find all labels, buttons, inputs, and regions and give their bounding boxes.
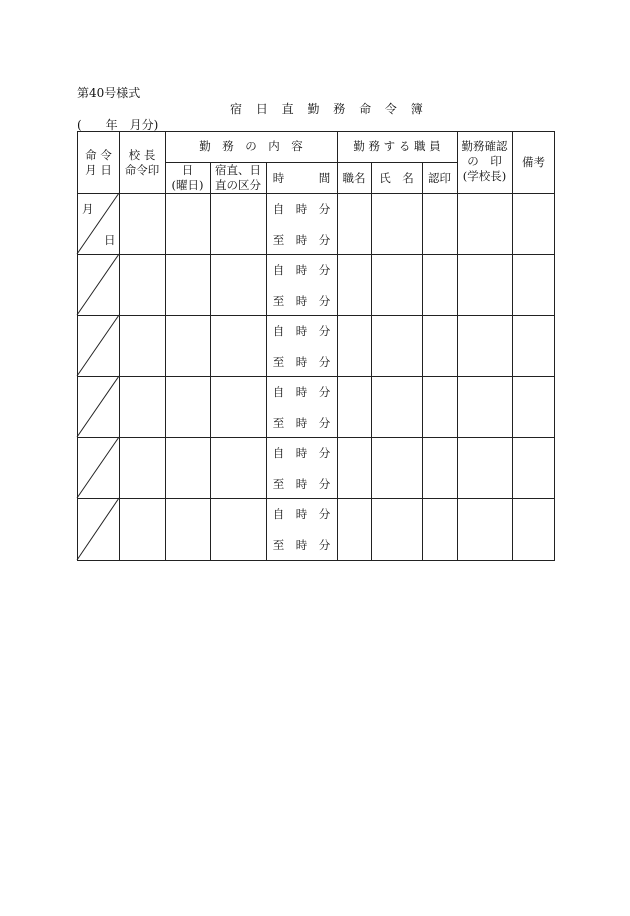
date-diagonal bbox=[77, 498, 119, 560]
time-to: 至 時 分 bbox=[272, 538, 331, 552]
header-staff-group: 勤 務 す る 職 員 bbox=[353, 139, 441, 153]
date-diagonal bbox=[77, 376, 119, 437]
time-from: 自 時 分 bbox=[272, 263, 331, 277]
table-border bbox=[78, 132, 555, 561]
date-diagonal bbox=[77, 254, 119, 315]
month-label: 月 bbox=[82, 202, 94, 216]
time-to: 至 時 分 bbox=[272, 294, 331, 308]
period-label: ( 年 月分) bbox=[77, 118, 159, 132]
time-from: 自 時 分 bbox=[272, 202, 331, 216]
time-from: 自 時 分 bbox=[272, 324, 331, 338]
header-duty-content: 勤 務 の 内 容 bbox=[199, 139, 303, 153]
header-remarks: 備考 bbox=[522, 155, 545, 169]
page-title: 宿 日 直 勤 務 命 令 簿 bbox=[230, 102, 428, 116]
date-diagonal bbox=[77, 437, 119, 498]
header-day: 日 (曜日) bbox=[171, 163, 204, 192]
date-diagonal bbox=[77, 315, 119, 376]
header-confirmation-seal: 勤務確認 の 印 (学校長) bbox=[461, 139, 508, 183]
time-from: 自 時 分 bbox=[272, 446, 331, 460]
header-principal-seal: 校 長 命令印 bbox=[124, 148, 160, 177]
time-to: 至 時 分 bbox=[272, 233, 331, 247]
header-order-date: 命 令 月 日 bbox=[85, 148, 112, 177]
time-from: 自 時 分 bbox=[272, 385, 331, 399]
header-seal: 認印 bbox=[428, 171, 451, 185]
header-name: 氏 名 bbox=[379, 171, 414, 185]
header-duty-type: 宿直、日 直の区分 bbox=[215, 163, 261, 192]
time-to: 至 時 分 bbox=[272, 477, 331, 491]
header-time: 時 間 bbox=[272, 171, 331, 185]
time-to: 至 時 分 bbox=[272, 416, 331, 430]
day-label: 日 bbox=[104, 233, 116, 247]
form-number: 第40号様式 bbox=[77, 86, 141, 100]
header-position: 職名 bbox=[342, 171, 366, 185]
time-from: 自 時 分 bbox=[272, 507, 331, 521]
time-to: 至 時 分 bbox=[272, 355, 331, 369]
